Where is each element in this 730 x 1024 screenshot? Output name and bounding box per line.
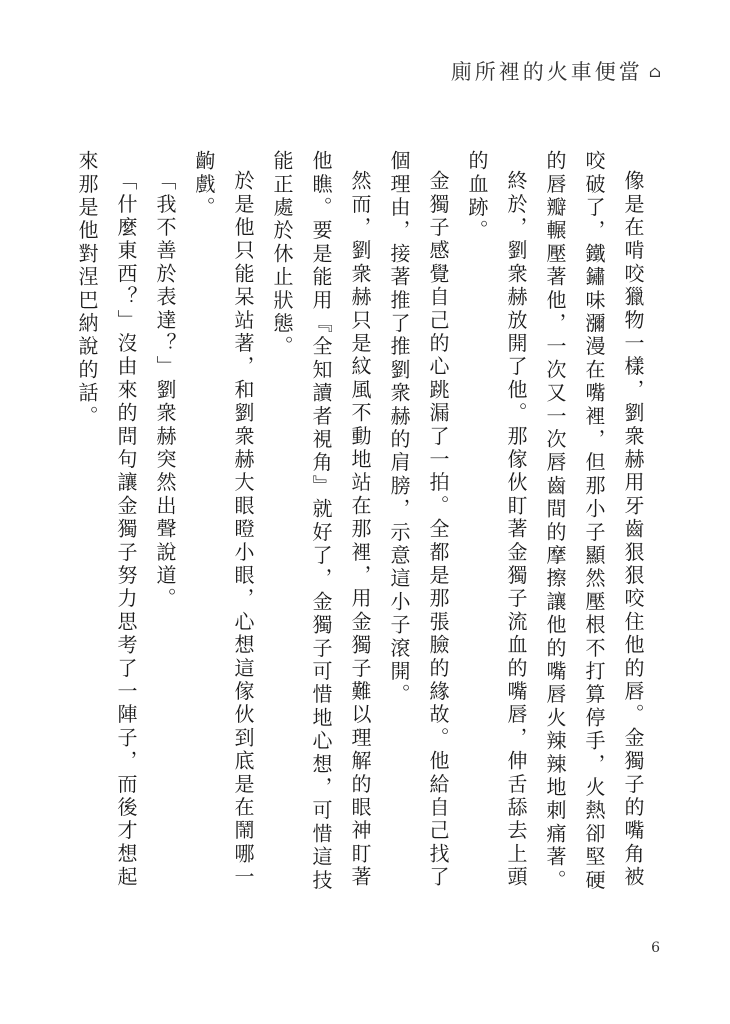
paragraph: 金獨子感覺自己的心跳漏了一拍。全都是那張臉的緣故。他給自己找了個理由，接著推了推劉衆赫的肩膀，示意這小子滾開。 <box>387 150 450 890</box>
chapter-title: 廁所裡的火車便當 <box>450 60 643 84</box>
running-header <box>451 56 664 86</box>
paragraph: 然而，劉衆赫只是紋風不動地站在那裡，用金獨子難以理解的眼神盯著他瞧。要是能用『全知讀者視角』就好了，金獨子可惜地心想，可惜這技能正處於休止狀態。 <box>270 150 372 893</box>
paragraph: 像是在啃咬獵物一樣，劉衆赫用牙齒狠狠咬住他的唇。金獨子的嘴角被咬破了，鐵鏽味瀰漫在嘴裡，但那小子顯然壓根不打算停手，火熱卻堅硬的唇瓣輾壓著他，一次又一次唇齒間的摩擦讓他的嘴唇火辣辣地刺痛著。 <box>543 150 645 893</box>
page-number: 6 <box>651 940 660 956</box>
paragraph: 於是他只能呆站著，和劉衆赫大眼瞪小眼，心想這傢伙到底是在鬧哪一齣戲。 <box>192 150 255 890</box>
paragraph: 終於，劉衆赫放開了他。那傢伙盯著金獨子流血的嘴唇，伸舌舔去上頭的血跡。 <box>465 150 528 890</box>
body-text <box>75 150 652 910</box>
paragraph: 「我不善於表達？」劉衆赫突然出聲說道。 <box>153 170 177 611</box>
paragraph: 「什麼東西？」沒由來的問句讓金獨子努力思考了一陣子，而後才想起來那是他對涅巴納說的話。 <box>75 150 138 890</box>
house-icon: ⌂ <box>648 62 664 81</box>
